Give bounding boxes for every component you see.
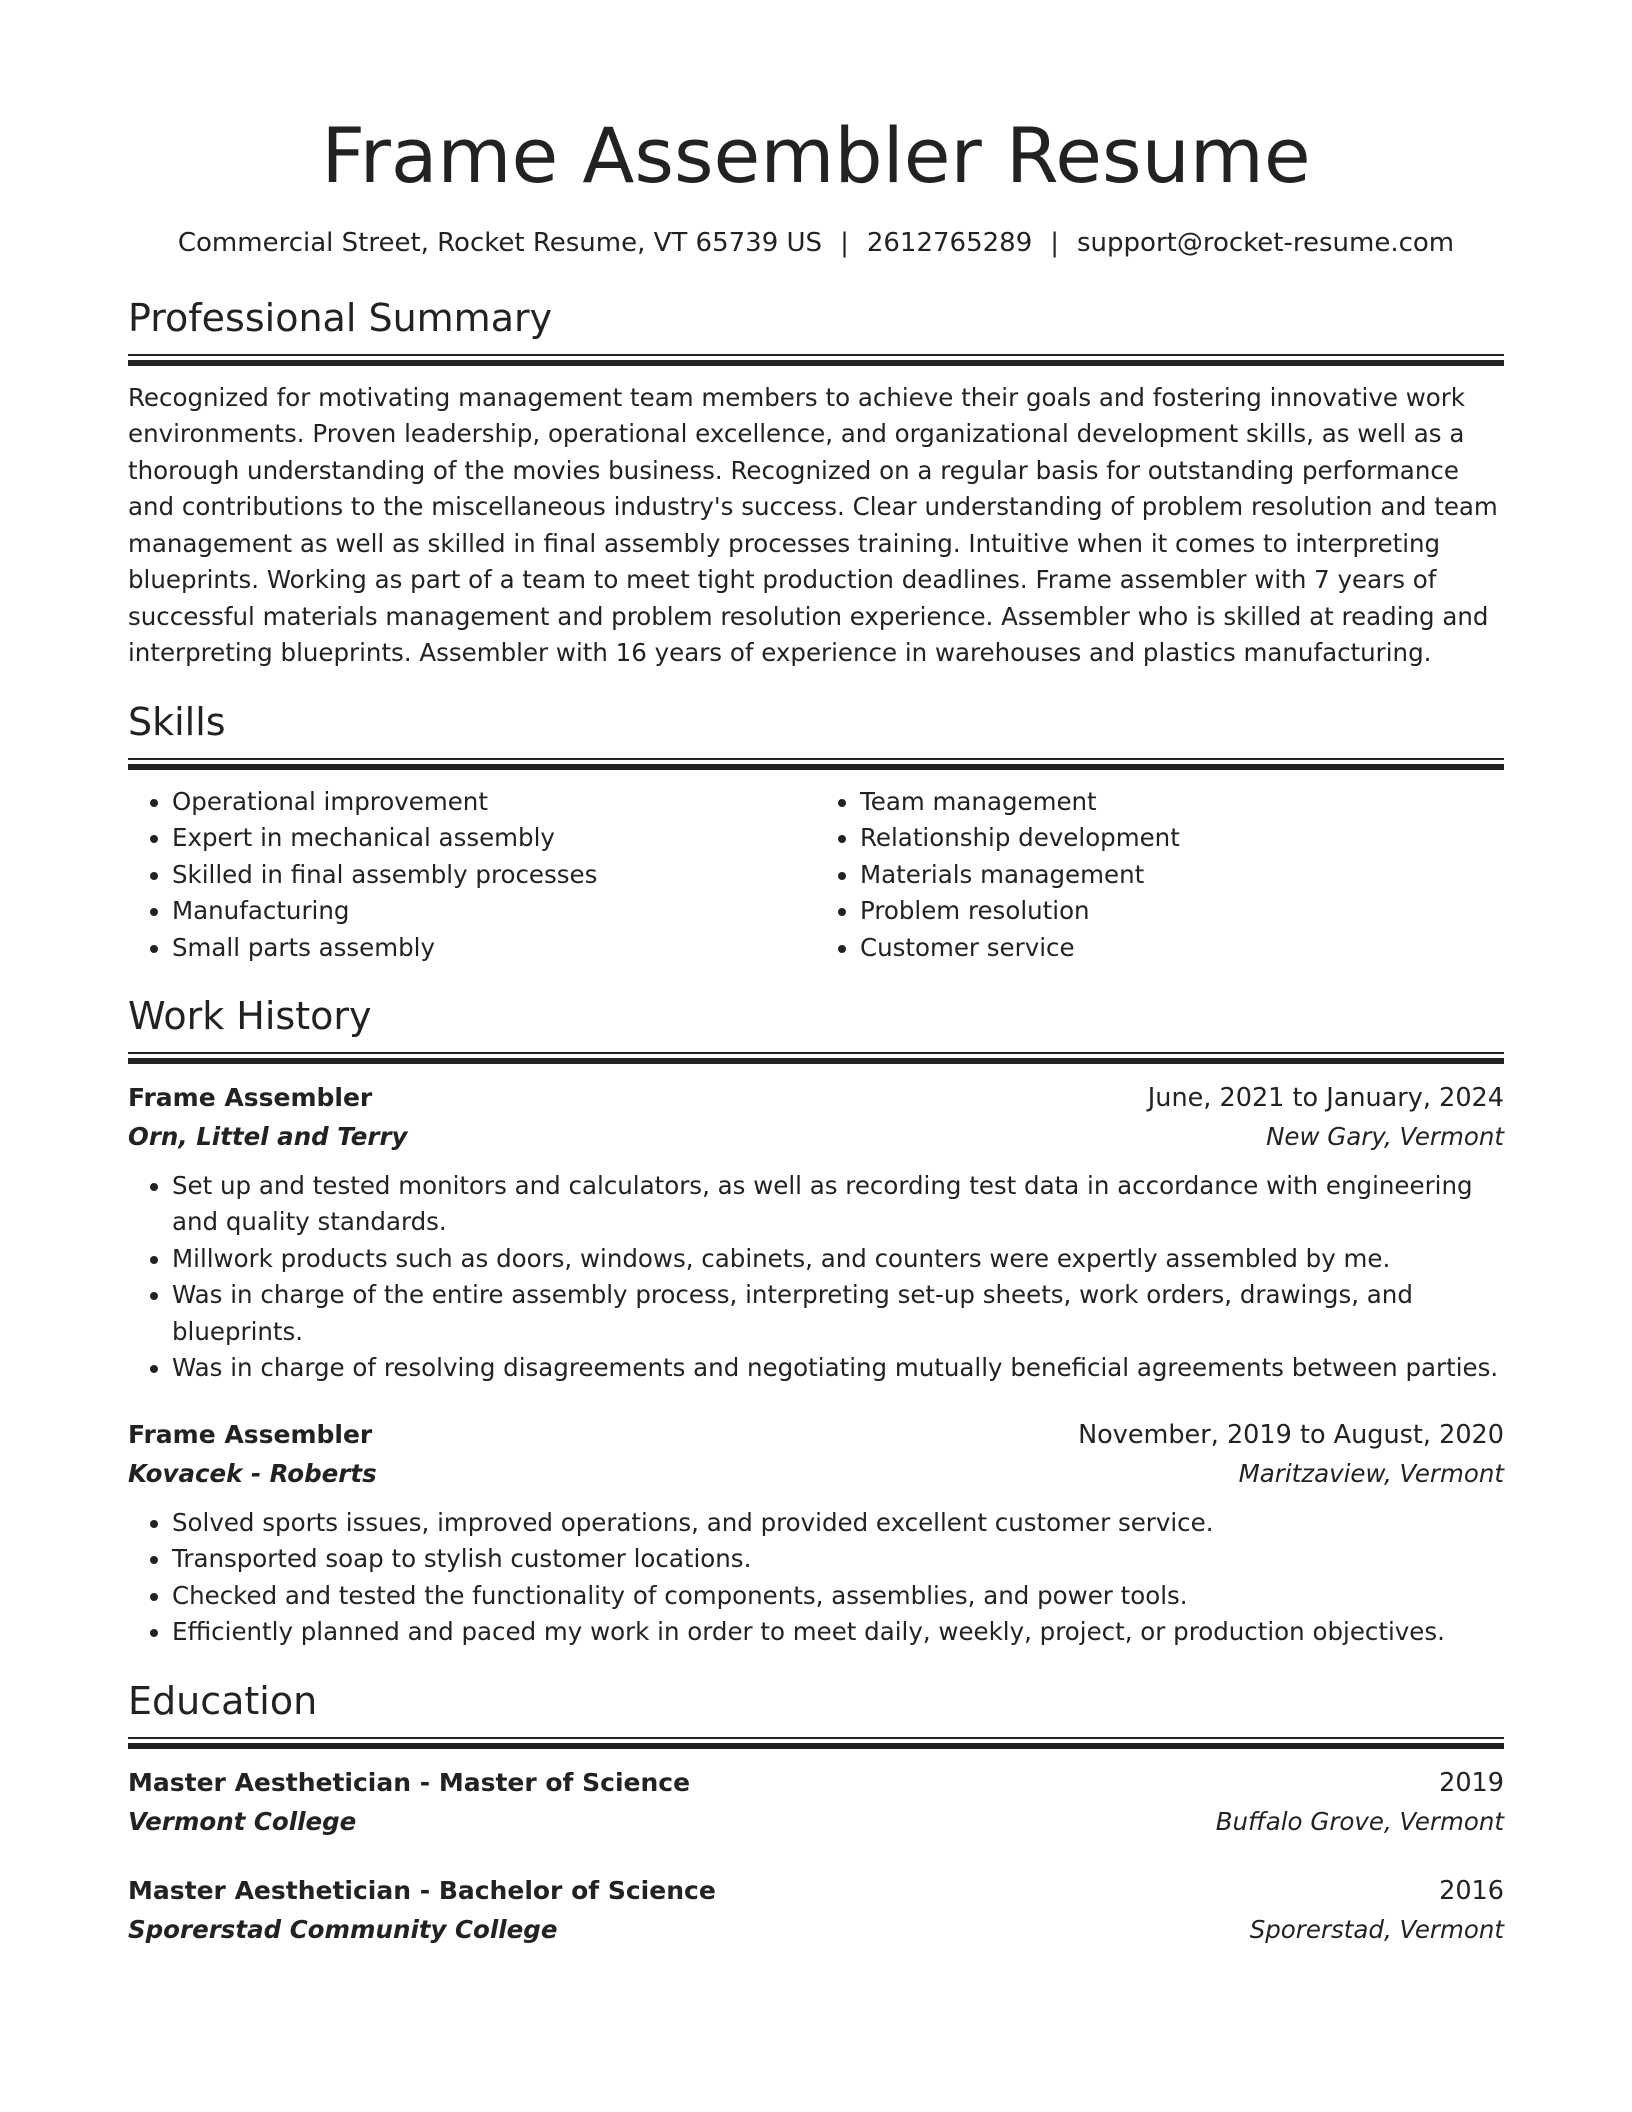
work-heading: Work History <box>128 994 372 1039</box>
duty-item: • Checked and tested the functionality of components, assemblies, and power tools. <box>172 1578 1504 1615</box>
education-school: Sporerstad Community College <box>128 1914 558 1944</box>
skill-item: • Operational improvement <box>172 784 816 821</box>
summary-text: Recognized for motivating management team members to achieve their goals and fostering innovative work environments. Proven leadership, operational excellence, and organizational development skills, as well as a thorough understanding of the movies business. Recognized on a regular basis for outstanding performance and contributions to the miscellaneous industry's success. Clear understanding of problem resolution and team management as well as skilled in final assembly processes training. Intuitive when it comes to interpreting blueprints. Working as part of a team to meet tight production deadlines. Frame assembler with 7 years of successful materials management and problem resolution experience. Assembler who is skilled at reading and interpreting blueprints. Assembler with 16 years of experience in warehouses and plastics manufacturing. <box>128 382 1498 668</box>
job-duties <box>128 1505 1504 1651</box>
education-degree: Master Aesthetician - Bachelor of Science <box>128 1875 716 1905</box>
contact-separator: | <box>1050 228 1060 258</box>
job-company: Kovacek - Roberts <box>128 1458 377 1488</box>
duty-item: • Efficiently planned and paced my work in order to meet daily, weekly, project, or production objectives. <box>172 1614 1504 1651</box>
education-school: Vermont College <box>128 1806 357 1836</box>
job-header-row <box>128 1078 1504 1118</box>
skill-item: • Problem resolution <box>860 893 1504 930</box>
contact-line <box>128 228 1504 258</box>
work-section <box>128 996 1504 1651</box>
skill-item: • Small parts assembly <box>172 930 816 967</box>
job-entry <box>128 1415 1504 1651</box>
skills-columns <box>128 784 1504 967</box>
job-company-row <box>128 1455 1504 1493</box>
job-title: Frame Assembler <box>128 1082 373 1112</box>
job-location: New Gary, Vermont <box>1266 1121 1504 1151</box>
duty-item: • Transported soap to stylish customer locations. <box>172 1541 1504 1578</box>
job-dates: November, 2019 to August, 2020 <box>1078 1419 1504 1450</box>
duty-item: • Was in charge of the entire assembly process, interpreting set-up sheets, work orders, drawings, and blueprints. <box>172 1277 1504 1350</box>
summary-heading: Professional Summary <box>128 296 553 340</box>
contact-phone: 2612765289 <box>866 228 1033 258</box>
education-degree: Master Aesthetician - Master of Science <box>128 1767 691 1797</box>
job-entry <box>128 1078 1504 1387</box>
duty-item: • Set up and tested monitors and calculators, as well as recording test data in accordance with engineering and quality standards. <box>172 1168 1504 1241</box>
education-header-row <box>128 1871 1504 1911</box>
skill-item: • Expert in mechanical assembly <box>172 820 816 857</box>
duty-item: • Millwork products such as doors, windows, cabinets, and counters were expertly assembled by me. <box>172 1241 1504 1278</box>
contact-separator: | <box>840 228 849 258</box>
skill-item: • Customer service <box>860 930 1504 967</box>
education-entry <box>128 1763 1504 1841</box>
duty-item: • Solved sports issues, improved operations, and provided excellent customer service. <box>172 1505 1504 1542</box>
section-divider <box>128 354 1504 366</box>
education-school-row <box>128 1803 1504 1841</box>
skill-item: • Team management <box>860 784 1504 821</box>
section-divider <box>128 1052 1504 1064</box>
education-section <box>128 1678 1504 1949</box>
skill-item: • Materials management <box>860 857 1504 894</box>
education-location: Buffalo Grove, Vermont <box>1215 1806 1504 1836</box>
skills-heading: Skills <box>128 699 226 744</box>
skills-section <box>128 699 1504 966</box>
resume-title: Frame Assembler Resume <box>321 111 1311 200</box>
contact-address: Commercial Street, Rocket Resume, VT 65739 US <box>177 228 823 258</box>
education-entry <box>128 1871 1504 1949</box>
education-year: 2019 <box>1439 1767 1504 1798</box>
education-location: Sporerstad, Vermont <box>1249 1914 1504 1944</box>
job-dates: June, 2021 to January, 2024 <box>1147 1082 1504 1113</box>
duty-item: • Was in charge of resolving disagreements and negotiating mutually beneficial agreements between parties. <box>172 1350 1504 1387</box>
job-company: Orn, Littel and Terry <box>128 1121 408 1151</box>
section-divider <box>128 758 1504 770</box>
education-year: 2016 <box>1439 1875 1504 1906</box>
skill-item: • Skilled in final assembly processes <box>172 857 816 894</box>
skills-list-left <box>128 784 816 967</box>
skill-item: • Relationship development <box>860 820 1504 857</box>
job-header-row <box>128 1415 1504 1455</box>
education-school-row <box>128 1911 1504 1949</box>
job-company-row <box>128 1118 1504 1156</box>
section-divider <box>128 1737 1504 1749</box>
skills-list-right <box>816 784 1504 967</box>
job-duties <box>128 1168 1504 1387</box>
education-heading: Education <box>128 1678 318 1723</box>
skill-item: • Manufacturing <box>172 893 816 930</box>
summary-section <box>128 298 1504 672</box>
contact-email: support@rocket-resume.com <box>1077 228 1455 258</box>
job-location: Maritzaview, Vermont <box>1238 1458 1504 1488</box>
job-title: Frame Assembler <box>128 1419 373 1449</box>
education-header-row <box>128 1763 1504 1803</box>
